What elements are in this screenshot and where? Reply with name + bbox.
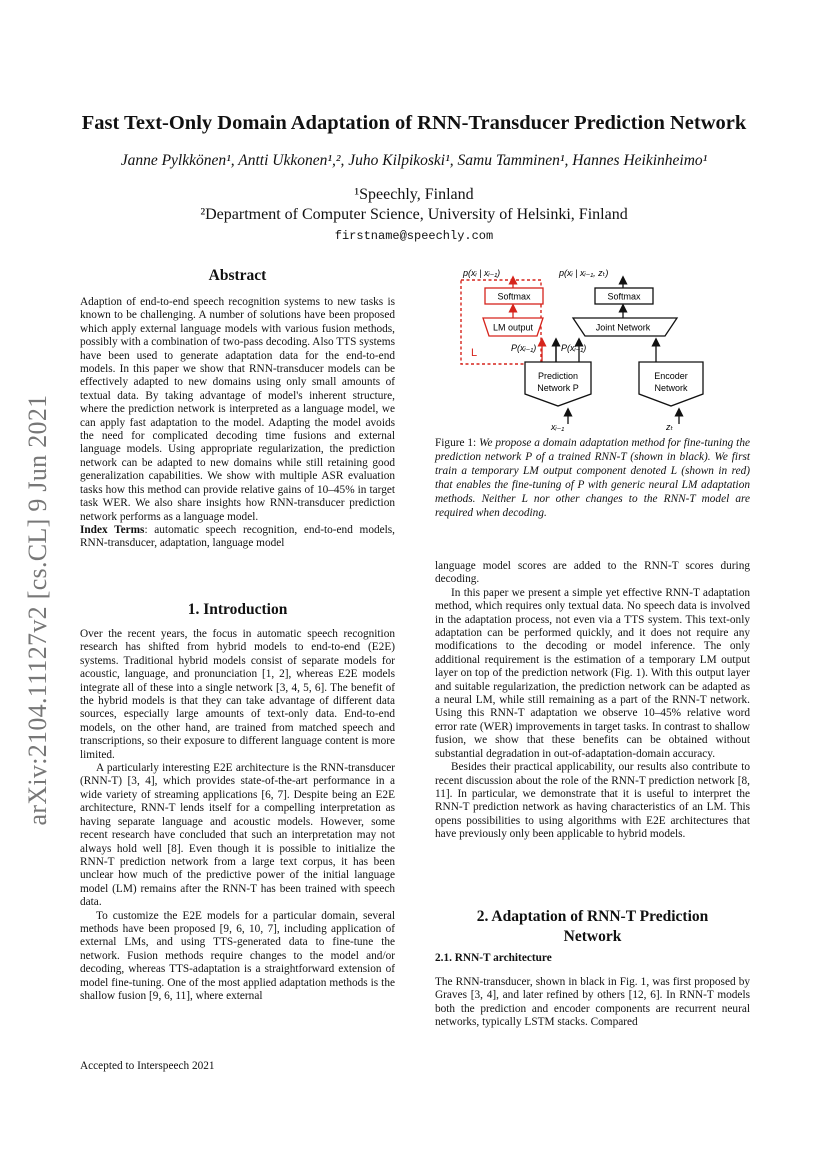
lm-component-label: L — [471, 347, 478, 359]
output-label-left: p(xᵢ | xᵢ₋₁) — [463, 268, 501, 278]
right-paragraph-1: In this paper we present a simple yet effective RNN-T adaptation method, which requires only textual data. No speech data is involved in the adaptation process, not even via a TTS system. This text-only adaptation can be performed quickly, and it does not require any modifications to the decoding or model inference. The only additional requirement is the estimation of a temporary LM output layer on top of the prediction network (Fig. 1). With this output layer and suitable regularization, the prediction network can be adapted as a neural LM, while still remaining as a part of the RNN-T network. Using this RNN-T adaptation we observe 10–45% relative word error rate (WER) improvements in target tasks. In contrast to shallow fusion, we show that these benefits can be obtained without substantial degradation in out-of-adaptation-domain accuracy. — [435, 586, 750, 760]
abstract-text: Adaption of end-to-end speech recognition systems to new tasks is known to be challenging. A number of solutions have been proposed which apply external language models with various fusion methods, possibly with a combination of two-pass decoding. Also TTS systems have been used to generate adaptation data for the end-to-end models. In this paper we show that RNN-transducer models can be effectively adapted to new domains using only small amounts of textual data. By taking advantage of model's inherent structure, where the prediction network is interpreted as a language model, we can apply fast adaptation to the model. Adapting the model avoids the need for complicated decoding time fusions and external language models. Using appropriate regularization, the prediction network can be adapted to new domains while still retaining good generalization capabilities. We show with multiple ASR evaluation tasks how this method can provide relative gains of 10–45% in target task WER. We also share insights how RNN-transducer prediction network performs as a language model. — [80, 296, 395, 523]
prediction-network-label-1: Prediction — [537, 371, 579, 381]
introduction-body — [80, 628, 395, 1003]
footer-note: Accepted to Interspeech 2021 — [80, 1060, 215, 1072]
lm-output-label: LM output — [492, 322, 534, 333]
encoder-network-label-1: Encoder — [654, 371, 688, 381]
right-paragraph-0: language model scores are added to the RNN-T scores during decoding. — [435, 560, 750, 586]
caption-label: Figure 1: — [435, 437, 480, 449]
joint-network-label: Joint Network — [595, 322, 651, 333]
arxiv-identifier — [18, 375, 58, 845]
index-terms-text: : automatic speech recognition, end-to-end models, RNN-transducer, adaptation, language model — [80, 523, 396, 550]
figure-1-diagram — [455, 262, 755, 432]
section-2-heading — [435, 907, 750, 947]
section-2-body — [435, 976, 750, 1030]
introduction-heading: 1. Introduction — [187, 601, 288, 618]
intro-paragraph-2: A particularly interesting E2E architecture is the RNN-transducer (RNN-T) [3, 4], which provides state-of-the-art performance in a wide variety of streaming applications [6, 7]. Despite being an E2E architecture, RNN-T lends itself for a compelling interpretation as having separate language and acoustic models. However, some recent research have concluded that such an interpretation may not always hold well [8]. Even though it is possible to initialize the RNN-T prediction network from a large text corpus, it has been unclear how much of the predictive power of the initial language model (LM) remains after the RNN-T has been trained with speech data. — [80, 762, 395, 909]
affiliation-2: ²Department of Computer Science, University of Helsinki, Finland — [200, 206, 628, 223]
index-terms — [80, 524, 395, 551]
right-column-body — [435, 560, 750, 842]
section-2-paragraph-1: The RNN-transducer, shown in black in Fig. 1, was first proposed by Graves [3, 4], and later refined by others [12, 6]. In RNN-T models both the prediction and encoder components are recurrent neural networks, typically LSTM stacks. Compared — [435, 976, 750, 1029]
prediction-network-label-2: Network P — [537, 383, 579, 393]
prediction-output-label-black: P(xᵢ₋₁) — [561, 343, 587, 353]
prediction-output-label-red: P(xᵢ₋₁) — [511, 343, 537, 353]
section-2-heading-line-1: 2. Adaptation of RNN-T Prediction — [476, 908, 709, 925]
softmax-left-label: Softmax — [497, 291, 531, 302]
subsection-2-1-heading: 2.1. RNN-T architecture — [435, 952, 552, 964]
abstract-body — [80, 296, 395, 551]
caption-text: We propose a domain adaptation method for fine-tuning the prediction network P of a trained RNN-T (shown in black). We first train a temporary LM output component denoted L (shown in red) that enables the fine-tuning of P with generic neural LM adaptation methods. Neither L nor other changes to the RNN-T model are required when decoding. — [435, 437, 750, 519]
abstract-heading: Abstract — [208, 267, 267, 284]
softmax-right-label: Softmax — [607, 291, 641, 302]
encoder-network-label-2: Network — [654, 383, 688, 393]
section-2-heading-line-2: Network — [563, 928, 622, 945]
intro-paragraph-1: Over the recent years, the focus in automatic speech recognition research has shifted from hybrid models to end-to-end (E2E) systems. Traditional hybrid models consist of separate models for acoustic, language, and pronunciation [1, 2], whereas E2E models integrate all of these into a single network [3, 4, 5, 6]. The benefit of the hybrid models is that they can take advantage of different data sources, especially large amounts of text-only data. End-to-end models, on the other hand, are trained from matched speech and transcriptions, so their exposure to different language content is more limited. — [80, 628, 395, 761]
affiliation-1: ¹Speechly, Finland — [354, 186, 474, 203]
z-input-label: zₜ — [666, 422, 674, 432]
paper-title: Fast Text-Only Domain Adaptation of RNN-Transducer Prediction Network — [81, 112, 747, 134]
right-paragraph-2: Besides their practical applicability, our results also contribute to recent discussion about the role of the RNN-T prediction network [8, 11]. In particular, we demonstrate that it is useful to interpret the RNN-T prediction network as having characteristics of an LM. This opens possibilities to using algorithms with E2E architectures that have previously only been applicable to hybrid models. — [435, 761, 750, 841]
x-input-label: xᵢ₋₁ — [551, 422, 565, 432]
output-label-right: p(xᵢ | xᵢ₋₁, zₜ) — [559, 268, 609, 278]
author-list: Janne Pylkkönen¹, Antti Ukkonen¹,², Juho Kilpikoski¹, Samu Tamminen¹, Hannes Heikinheimo¹ — [120, 152, 708, 169]
contact-email: firstname@speechly.com — [334, 229, 494, 243]
arxiv-id-text: arXiv:2104.11127v2 [cs.CL] 9 Jun 2021 — [23, 394, 52, 826]
figure-1-caption — [435, 436, 750, 520]
intro-paragraph-3: To customize the E2E models for a particular domain, several methods have been proposed [9, 6, 10, 7], including application of external LMs, and using TTS-generated data to fine-tune the network. Fusion methods require changes to the model and/or decoding, whereas TTS-adaptation is a straightforward extension of model fine-tuning. One of the most applied adaptation methods is the shallow fusion [9, 6, 11], where external — [80, 909, 395, 1002]
index-terms-label: Index Terms — [80, 523, 145, 536]
rnnt-diagram-svg — [455, 262, 755, 432]
